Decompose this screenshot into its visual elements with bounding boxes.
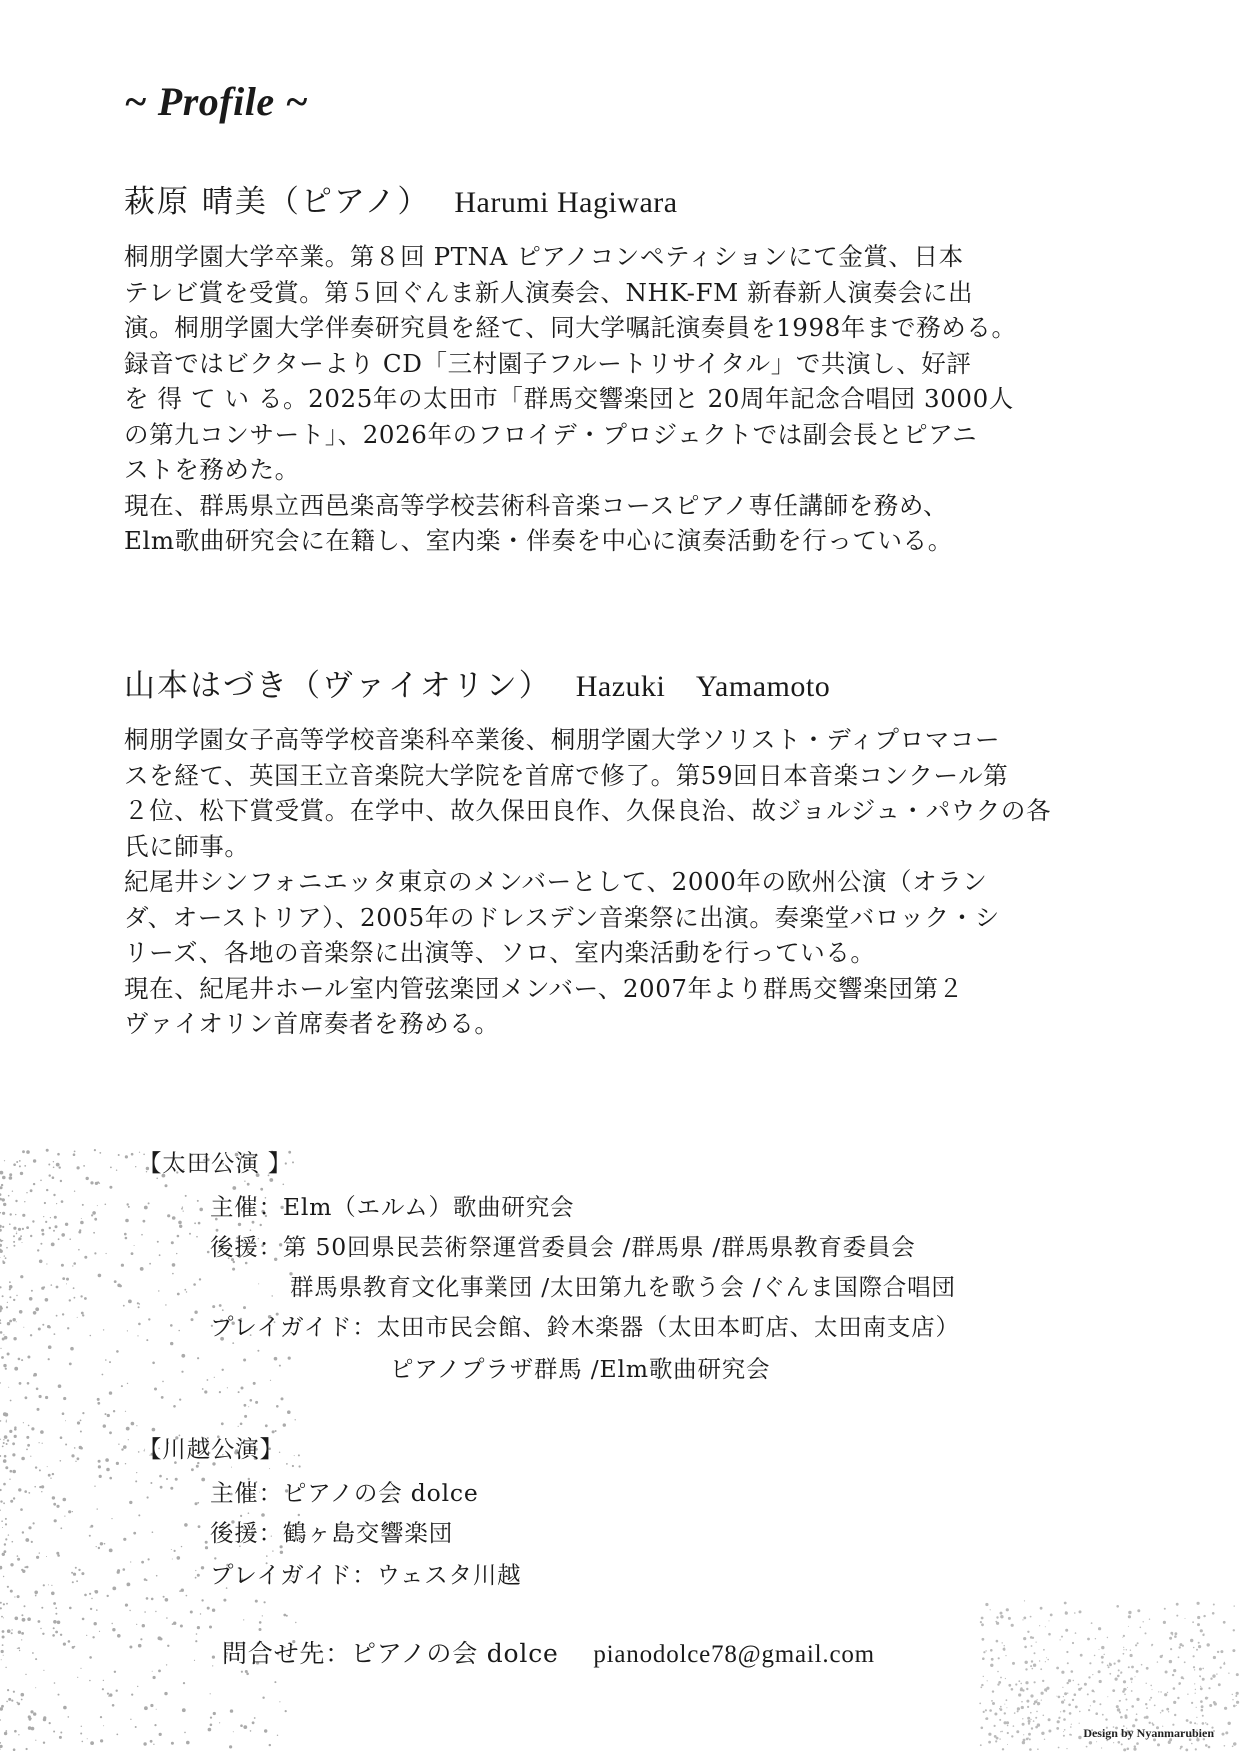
kawagoe-organizer: 主催：ピアノの会 dolce [210,1479,479,1507]
bio-line: 演。桐朋学園大学伴奏研究員を経て、同大学嘱託演奏員を1998年まで務める。 [124,313,1017,342]
bio-line: スを経て、英国王立音楽院大学院を首席で修了。第59回日本音楽コンクール第 [124,760,1009,790]
ota-playguide: プレイガイド：太田市民会館、鈴木楽器（太田本町店、太田南支店） [210,1313,960,1341]
bio-line: ストを務めた。 [124,455,300,484]
page-heading: ~ Profile ~ [124,79,309,124]
bio-line: 氏に師事。 [124,831,250,861]
profile-name-ja: 萩原 晴美（ピアノ） [124,184,431,220]
bio-line: を 得 て い る。2025年の太田市「群馬交響楽団と 20周年記念合唱団 3000人 [124,384,1014,413]
bio-line: 現在、紀尾井ホール室内管弦楽団メンバー、2007年より群馬交響楽団第２ [124,973,964,1003]
bio-line: 桐朋学園大学卒業。第８回 PTNA ピアノコンペティションにて金賞、日本 [124,242,964,271]
profile-name-violinist [124,660,830,705]
profile-name-pianist [124,176,678,221]
kawagoe-support: 後援：鶴ヶ島交響楽団 [210,1519,453,1547]
bio-line: ２位、松下賞受賞。在学中、故久保田良作、久保良治、故ジョルジュ・パウクの各 [124,796,1052,825]
bio-line: テレビ賞を受賞。第５回ぐんま新人演奏会、NHK-FM 新春新人演奏会に出 [124,277,974,307]
bio-line: 現在、群馬県立西邑楽高等学校芸術科音楽コースピアノ専任講師を務め、 [124,490,949,520]
bio-line: 紀尾井シンフォニエッタ東京のメンバーとして、2000年の欧州公演（オラン [124,867,988,896]
ota-title: 【太田公演 】 [138,1149,293,1177]
profile-name-en: Hazuki Yamamoto [575,670,831,703]
bio-line: ヴァイオリン首席奏者を務める。 [124,1009,500,1038]
contact-label: 問合せ先：ピアノの会 dolce [222,1639,559,1668]
design-credit: Design by Nyanmarubien [1083,1726,1214,1740]
bio-line: の第九コンサート」、2026年のフロイデ・プロジェクトでは副会長とピアニ [124,419,978,449]
bio-line: リーズ、各地の音楽祭に出演等、ソロ、室内楽活動を行っている。 [124,938,876,967]
ota-support: 後援：第 50回県民芸術祭運営委員会 /群馬県 /群馬県教育委員会 [210,1233,916,1261]
profile-name-en: Harumi Hagiwara [454,186,678,219]
contact-line [222,1634,875,1670]
bio-line: ダ、オーストリア）、2005年のドレスデン音楽祭に出演。奏楽堂バロック・シ [124,902,1000,932]
bio-line: 録音ではビクターより CD「三村園子フルートリサイタル」で共演し、好評 [124,348,972,378]
ota-support-cont: 群馬県教育文化事業団 /太田第九を歌う会 /ぐんま国際合唱団 [290,1273,956,1301]
profile-name-ja: 山本はづき（ヴァイオリン） [124,668,552,704]
profile-bio-violinist [124,722,1124,1042]
kawagoe-playguide: プレイガイド：ウェスタ川越 [210,1561,522,1589]
profile-bio-pianist [124,239,1124,559]
bio-line: Elm歌曲研究会に在籍し、室内楽・伴奏を中心に演奏活動を行っている。 [124,526,953,555]
bio-line: 桐朋学園女子高等学校音楽科卒業後、桐朋学園大学ソリスト・ディプロマコー [124,725,1001,754]
ota-organizer: 主催：Elm（エルム）歌曲研究会 [210,1193,575,1221]
ota-playguide-cont: ピアノプラザ群馬 /Elm歌曲研究会 [390,1355,771,1383]
contact-email: pianodolce78@gmail.com [593,1641,875,1668]
kawagoe-title: 【川越公演】 [138,1435,284,1463]
